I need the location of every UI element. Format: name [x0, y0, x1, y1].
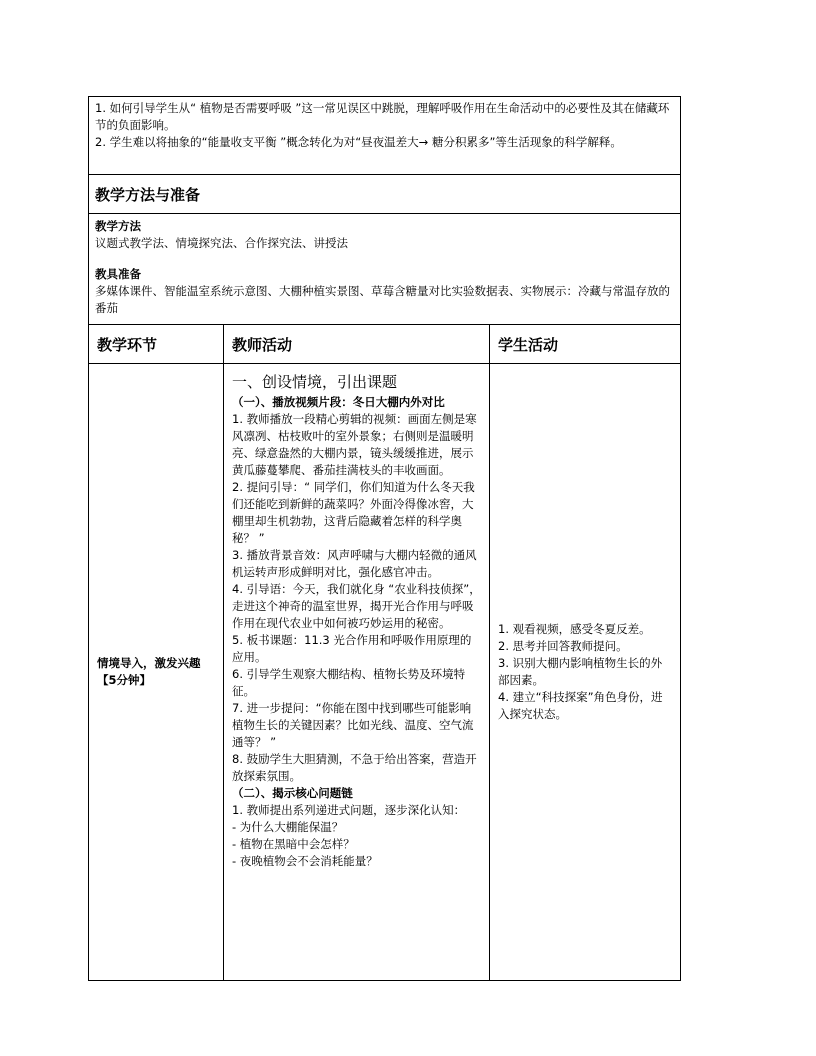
difficulties-row	[89, 97, 681, 175]
methods-heading-cell	[89, 175, 681, 214]
teacher-item: 4. 引导语：今天，我们就化身 “农业科技侦探”，走进这个神奇的温室世界，揭开光合作用与呼吸作用在现代农业中如何被巧妙运用的秘密。	[232, 582, 481, 630]
teacher-activity-cell	[224, 364, 490, 981]
student-item: 1. 观看视频，感受冬夏反差。	[498, 622, 651, 636]
lesson-plan-page	[88, 96, 680, 981]
tools-text: 多媒体课件、智能温室系统示意图、大棚种植实景图、草莓含糖量对比实验数据表、实物展示：冷藏与常温存放的番茄	[95, 284, 670, 315]
tools-heading: 教具准备	[95, 267, 141, 281]
teacher-subheading: （一）、播放视频片段：冬日大棚内外对比	[232, 395, 445, 409]
methods-text: 议题式教学法、情境探究法、合作探究法、讲授法	[95, 236, 348, 250]
column-header-row	[89, 325, 681, 364]
lesson-plan-table	[88, 96, 681, 981]
spacer	[95, 252, 674, 266]
methods-body-cell	[89, 214, 681, 325]
teacher-item: 7. 进一步提问：“你能在图中找到哪些可能影响植物生长的关键因素？比如光线、温度、空气流通等？ ”	[232, 701, 474, 749]
student-item: 2. 思考并回答教师提问。	[498, 639, 628, 653]
methods-heading-row	[89, 175, 681, 214]
student-activity-cell	[490, 364, 681, 981]
methods-heading: 教学方法	[95, 219, 141, 233]
teacher-item: 3. 播放背景音效：风声呼啸与大棚内轻微的通风机运转声形成鲜明对比，强化感官冲击。	[232, 548, 477, 579]
student-item: 3. 识别大棚内影响植物生长的外部因素。	[498, 656, 663, 687]
column-header-stage: 教学环节	[89, 325, 224, 364]
stage-cell	[89, 364, 224, 981]
teacher-item: - 为什么大棚能保温？	[232, 820, 344, 834]
stage-label: 情境导入，激发兴趣【5分钟】	[97, 656, 201, 687]
column-header-teacher: 教师活动	[224, 325, 490, 364]
difficulty-item: 1. 如何引导学生从“ 植物是否需要呼吸 ”这一常见误区中跳脱，理解呼吸作用在生命活动中的必要性及其在储藏环节的负面影响。	[95, 101, 670, 132]
teacher-item: - 夜晚植物会不会消耗能量？	[232, 854, 378, 868]
teacher-item: - 植物在黑暗中会怎样？	[232, 837, 355, 851]
teacher-item: 1. 教师播放一段精心剪辑的视频：画面左侧是寒风凛冽、枯枝败叶的室外景象；右侧则是温暖明亮、绿意盎然的大棚内景，镜头缓缓推进，展示黄瓜藤蔓攀爬、番茄挂满枝头的丰收画面。	[232, 412, 477, 477]
teacher-subheading: （二）、揭示核心问题链	[232, 786, 353, 800]
teacher-item: 1. 教师提出系列递进式问题，逐步深化认知：	[232, 803, 466, 817]
teacher-heading: 一、创设情境，引出课题	[232, 373, 398, 391]
section-title: 教学方法与准备	[95, 186, 201, 204]
column-header-student: 学生活动	[490, 325, 681, 364]
teacher-item: 8. 鼓励学生大胆猜测，不急于给出答案，营造开放探索氛围。	[232, 752, 477, 783]
methods-body-row	[89, 214, 681, 325]
difficulty-item: 2. 学生难以将抽象的“能量收支平衡 ”概念转化为对“昼夜温差大→ 糖分积累多”等生活现象的科学解释。	[95, 135, 622, 149]
activity-row	[89, 364, 681, 981]
difficulties-cell	[89, 97, 681, 175]
teacher-item: 6. 引导学生观察大棚结构、植物长势及环境特征。	[232, 667, 466, 698]
teacher-item: 2. 提问引导：“ 同学们，你们知道为什么冬天我们还能吃到新鲜的蔬菜吗？外面冷得像冰窖，大棚里却生机勃勃，这背后隐藏着怎样的科学奥秘？ ”	[232, 480, 475, 545]
student-item: 4. 建立“科技探案”角色身份，进入探究状态。	[498, 690, 663, 721]
teacher-item: 5. 板书课题：11.3 光合作用和呼吸作用原理的应用。	[232, 633, 472, 664]
